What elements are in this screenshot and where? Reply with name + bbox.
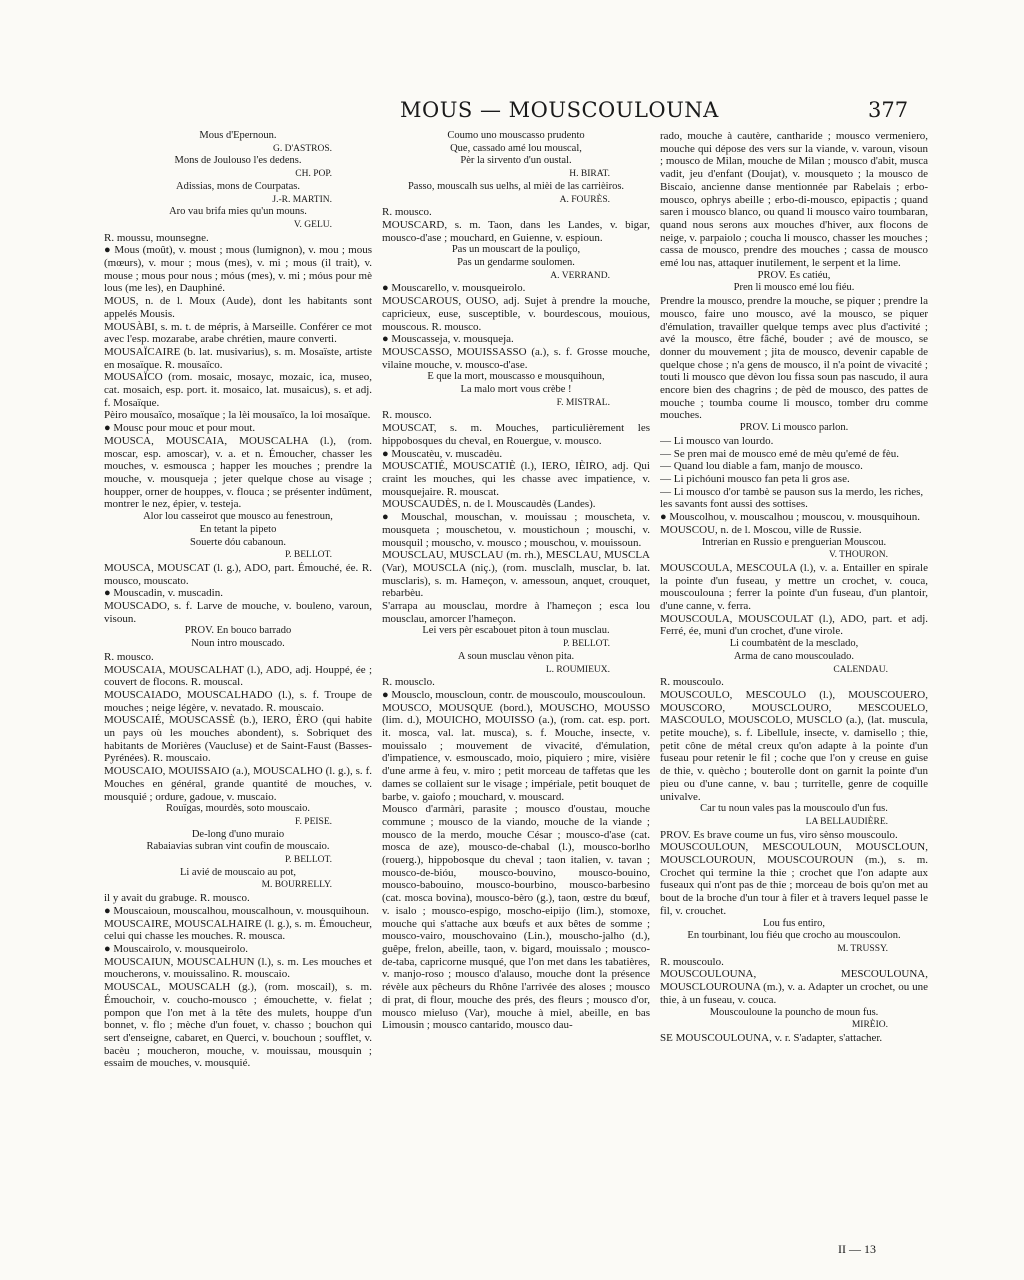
- dictionary-entry: MOUSAÏCO (rom. mosaic, mosayc, mozaic, ica, museo, cat. mosaich, esp. port. it. mosaico, lat. musaicus), s. et adj. f. Mosaïque.: [104, 371, 372, 409]
- quotation-line: Souerte dóu cabanoun.: [190, 536, 286, 548]
- quotation-line: Arma de cano mouscoulado.: [733, 650, 855, 662]
- dictionary-entry: R. mousco.: [382, 409, 432, 422]
- quote-attribution: L. ROUMIEUX.: [545, 664, 610, 675]
- quote-attribution: V. THOURON.: [828, 550, 888, 561]
- dictionary-entry: ● Mouschal, mouschan, v. mouissau ; mouscheta, v. mousqueta ; mouschetou, v. moustichoun ; mouschi, v. mousquil ; mouscho, v. mousco ; mouschou, v. mouissoun.: [382, 511, 650, 549]
- quote-attribution: MIRÈIO.: [851, 1020, 888, 1031]
- dictionary-entry: MOUSCOULOUN, MESCOULOUN, MOUSCLOUN, MOUSCLOUROUN, MOUSCOUROUN (m.), s. m. Crochet qui termine la thie ; crochet que l'on adapte aux fuseaux qui n'ont pas de thie ; morceau de bois qu'on met au bout de la broche d'un tour à filer et à travers lequel passe le fil, v. crouchet.: [660, 841, 928, 917]
- quotation-line: Noun intro mouscado.: [191, 638, 285, 650]
- quotation-line: PROV. Es catiéu,: [757, 269, 831, 281]
- dictionary-entry: ● Mousclo, mouscloun, contr. de mouscoulo, mouscouloun.: [382, 688, 646, 701]
- quotation-line: Pren li mousco emé lou fiéu.: [733, 282, 855, 294]
- dictionary-entry: MOUS, n. de l. Moux (Aude), dont les habitants sont appelés Mousis.: [104, 295, 372, 320]
- dictionary-entry: MOUSCAT, s. m. Mouches, particulièrement les hippobosques du cheval, en Rouergue, v. mousco.: [382, 422, 650, 447]
- dictionary-entry: ● Mouscairolo, v. mousqueirolo.: [104, 943, 249, 955]
- quotation-line: Que, cassado amé lou mouscal,: [450, 142, 582, 154]
- dictionary-entry: Pèiro mousaïco, mosaïque ; la lèi mousaïco, la loi mosaïque.: [104, 409, 371, 422]
- page-number: 377: [868, 98, 909, 122]
- quote-attribution: F. PEISE.: [295, 816, 332, 827]
- quotation-line: Li avié de mouscaio au pot,: [179, 866, 297, 878]
- dictionary-entry: ● Mouscasseja, v. mousqueja.: [382, 333, 514, 346]
- dictionary-entry: MOUSCADO, s. f. Larve de mouche, v. bouleno, varoun, visoun.: [104, 600, 372, 625]
- dictionary-entry: — Quand lou diable a fam, manjo de mousco.: [660, 460, 863, 473]
- quotation-line: Passo, mouscalh sus uelhs, al mièi de las carrièiros.: [407, 180, 625, 192]
- dictionary-entry: MOUSCLAU, MUSCLAU (m. rh.), MESCLAU, MUSCLA (Var), MOUSCLA (niç.), (rom. musclalh, musclar, b. lat. musclaris), s. m. Hameçon, v. amessoun, anquet, crouquet, rebarbèu.: [382, 549, 650, 600]
- dictionary-entry: MOUSÀBI, s. m. t. de mépris, à Marseille. Conférer ce mot avec l'esp. mozarabe, arabe chrétien, maure converti.: [104, 320, 372, 346]
- quote-attribution: J.-R. MARTIN.: [272, 194, 332, 205]
- dictionary-entry: Mousco d'armàri, parasite ; mousco d'oustau, mouche commune ; mousco de la viando, mouche de la viande ; mousco de la merdo, mouche César ; mousco-d'ase (cat. mosca de aze), mousco-de-chabal (l.), mousco-borlho (rouerg.), hippobosque du cheval ; taon italien, v. tavan ; mousco-de-bióu, mousco-bouvino, mousco-bouino, mousco-babouino, mousco-bourbino, mousco-barbesino (cat. mosca bovina), mousco-bèro (g.), taon, œstre du bœuf, v. isalo ; mousco-espigo, moscho-eipijo (lim.), stomoxe, mouche qui s'attache aux bœufs et aux bêtes de somme ; mousco-vairo, mouschovaino (Lin.), mouscho-jalho (d.), guêpe, frelon, abeille, taon, v. bigard, mouissalo ; mousco-de-taba, capricorne musqué, que l'on met dans les tabatières, v. manjo-roso ; mousco d'alauso, mouche dont la présence révèle aux pêcheurs du Rhône l'arrivée des aloses ; mousco di prat, di flour, mouche des prés, des fleurs ; mousco d'or, mousco mieluso (Var), mouche à miel, abeille, en bas Limousin ; mousco cantarido, mousco dau-: [382, 803, 650, 1032]
- dictionary-entry: MOUSCOULOUNA, MESCOULOUNA, MOUSCLOUROUNA (m.), v. a. Adapter un crochet, ou une thie, à un fuseau, v. couca.: [660, 968, 928, 1006]
- dictionary-entry: — Li pichóuni mousco fan peta li gros ase.: [660, 472, 850, 485]
- quotation-line: PROV. En bouco barrado: [184, 625, 292, 637]
- quotation-line: Pèr la sirvento d'un oustal.: [460, 155, 572, 167]
- quotation-line: En tourbinant, lou fiéu que crocho au mouscoulon.: [687, 930, 901, 942]
- quotation-line: De-long d'uno muraio: [191, 828, 285, 840]
- dictionary-entry: MOUSCAIA, MOUSCALHAT (l.), ADO, adj. Houppé, ée ; couvert de flocons. R. mouscal.: [104, 663, 372, 689]
- dictionary-entry: MOUSCAIÉ, MOUSCASSÈ (b.), IERO, ÈRO (qui habite un pays où les mouches abondent), s. Sobriquet des habitants de Morières (Vaucluse) et de Saint-Faust (Basses-Pyrénées). R. mouscaio.: [104, 714, 372, 765]
- dictionary-entry: MOUSCARD, s. m. Taon, dans les Landes, v. bigar, mousco-d'ase ; mouchard, en Guienne, v. espioun.: [382, 218, 650, 244]
- dictionary-entry: MOUSCATIÉ, MOUSCATIÈ (l.), IERO, IÈIRO, adj. Qui craint les mouches, qui les chasse avec impatience, v. mousquejaire. R. mouscat.: [382, 460, 650, 498]
- dictionary-entry: R. mousco.: [382, 206, 432, 219]
- dictionary-entry: S'arrapa au mousclau, mordre à l'hameçon ; esca lou mousclau, amorcer l'hameçon.: [382, 600, 650, 625]
- quote-attribution: A. VERRAND.: [550, 270, 610, 281]
- dictionary-entry: ● Mouscolhou, v. mouscalhou ; mouscou, v. mousquihoun.: [660, 511, 921, 524]
- dictionary-entry: ● Mousc pour mouc et pour mout.: [104, 422, 256, 435]
- quotation-line: Intrerian en Russio e prenguerian Mouscou.: [701, 536, 887, 548]
- quote-attribution: F. MISTRAL.: [556, 397, 610, 408]
- dictionary-entry: R. moussu, mounsegne.: [104, 231, 209, 244]
- dictionary-entry: — Se pren mai de mousco emé de mèu qu'emé de fèu.: [660, 447, 900, 460]
- dictionary-entry: MOUSCAIADO, MOUSCALHADO (l.), s. f. Troupe de mouches ; neige légère, v. nevatado. R. mouscaio.: [104, 688, 372, 714]
- dictionary-entry: il y avait du grabuge. R. mousco.: [104, 892, 250, 905]
- dictionary-entry: MOUSCAIRE, MOUSCALHAIRE (l. g.), s. m. Émoucheur, celui qui chasse les mouches. R. mousca.: [104, 917, 372, 943]
- dictionary-entry: MOUSCAUDÈS, n. de l. Mouscaudès (Landes).: [382, 498, 596, 511]
- quotation-line: Li coumbatènt de la mesclado,: [729, 638, 859, 650]
- quote-attribution: M. TRUSSY.: [837, 944, 888, 954]
- column-3: [660, 130, 928, 1240]
- quote-attribution: P. BELLOT.: [284, 550, 332, 561]
- quote-attribution: P. BELLOT.: [562, 639, 610, 650]
- dictionary-entry: MOUSCA, MOUSCAIA, MOUSCALHA (l.), (rom. moscar, esp. amoscar), v. a. et n. Émoucher, chasser les mouches, v. esmousca ; happer les mouches ; prendre la mouche, v. mousqueja ; jeter quelque chose au visage ; houpper, orner de houppes, v. flouca ; se présenter indûment, montrer le nez, épier, v. testeja.: [104, 434, 372, 511]
- quotation-line: Car tu noun vales pas la mouscoulo d'un fus.: [700, 803, 888, 815]
- quotation-line: Alor lou casseirot que mousco au fenestroun,: [143, 511, 333, 523]
- quote-attribution: G. D'ASTROS.: [273, 143, 332, 154]
- dictionary-entry: PROV. Es brave coume un fus, viro sènso mouscoulo.: [660, 828, 898, 841]
- quotation-line: Mons de Joulouso l'es dedens.: [174, 155, 302, 167]
- quote-attribution: V. GELU.: [293, 219, 332, 230]
- dictionary-entry: ● Mouscaioun, mouscalhou, mouscalhoun, v. mousquihoun.: [104, 904, 370, 917]
- dictionary-entry: MOUSCOULO, MESCOULO (l.), MOUSCOUERO, MOUSCORO, MOUSCLOURO, MESCOUELO, MASCOULO, MOUSCOLO, MUSCLO (a.), (lat. muscula, petite mouche), s. f. Libellule, insecte, v. damisello ; thie, petit cône de métal creux qu'on adapte à la pointe d'un fuseau pour retenir le fil ; coche que l'on y creuse en guise de thie, v. quècho ; bouterolle dont on garnit la pointe d'un pieu ou d'une canne, v. bau ; turritelle, genre de coquille univalve.: [660, 688, 928, 803]
- dictionary-entry: MOUSCOULA, MESCOULA (l.), v. a. Entailler en spirale la pointe d'un fuseau, y mettre un crochet, v. couca, mouscoulouna ; ferrer la pointe d'un fuseau, d'un plantoir, d'une canne, v. ferra.: [660, 561, 928, 613]
- quotation-line: A soun musclau vènon pita.: [457, 650, 575, 662]
- quotation-line: Rabaiavias subran vint coufin de mouscaio.: [146, 841, 330, 853]
- page-header: [0, 98, 1024, 128]
- quotation-line: Mouscouloune la pouncho de moun fus.: [709, 1006, 879, 1018]
- dictionary-entry: MOUSCA, MOUSCAT (l. g.), ADO, part. Émouché, ée. R. mousco, mouscato.: [104, 561, 372, 587]
- quotation-line: En tetant la pipeto: [199, 523, 277, 535]
- quotation-line: Lei vers pèr escabouet piton à toun musclau.: [422, 625, 610, 637]
- dictionary-entry: MOUSCOU, n. de l. Moscou, ville de Russie.: [660, 523, 862, 536]
- dictionary-entry: ● Mouscadin, v. muscadin.: [104, 587, 223, 600]
- quote-attribution: CH. POP.: [295, 169, 332, 180]
- dictionary-entry: — Li mousco d'or tambè se pauson sus la merdo, les riches, les savants font aussi des sottises.: [660, 485, 924, 511]
- quotation-line: Aro vau brifa mies qu'un mouns.: [169, 206, 307, 218]
- dictionary-entry: MOUSCO, MOUSQUE (bord.), MOUSCHO, MOUSSO (lim. d.), MOUICHO, MOUISSO (a.), (rom. cat. esp. port. it. mosca, val. lat. musca), s. f. Mouche, insecte, v. mouissalo ; mouvement de vivacité, d'émulation, d'impatience, v. esmouscado, moio, piquiero ; mire, visière d'une arme à feu, v. miro ; petit morceau de taffetas que les dames se collaient sur le visage ; impériale, petit bouquet de barbe, v. gaiofo ; mouchard, v. mouscard.: [382, 701, 650, 803]
- column-1: [104, 130, 372, 1240]
- running-title: MOUS — MOUSCOULOUNA: [400, 98, 719, 122]
- dictionary-entry: R. mouscoulo.: [660, 955, 724, 968]
- quotation-line: Pas un mouscart de la pouliço,: [451, 244, 581, 256]
- dictionary-entry: MOUSCAIO, MOUISSAIO (a.), MOUSCALHO (l. g.), s. f. Mouches en général, grande quantité de mouches, v. mousquié ; ordure, gadoue, v. muscaio.: [104, 765, 372, 803]
- dictionary-entry: R. mousclo.: [382, 676, 435, 689]
- dictionary-entry: ● Mous (moût), v. moust ; mous (lumignon), v. mou ; mous (mœurs), v. mour ; mous (mes), v. mi ; mous (il trait), v. mouse ; mous pour nous ; móus (mes), v. mi ; móus pour mè lous (me les), en Dauphiné.: [104, 244, 372, 295]
- dictionary-entry: MOUSCOULA, MOUSCOULAT (l.), ADO, part. et adj. Ferré, ée, muni d'un crochet, d'une virole.: [660, 612, 928, 638]
- quotation-line: E que la mort, mouscasso e mousquihoun,: [427, 371, 605, 383]
- quotation-line: Lou fus entiro,: [762, 917, 826, 929]
- dictionary-entry: R. mousco.: [104, 650, 154, 663]
- dictionary-entry: — Li mousco van lourdo.: [660, 434, 774, 447]
- quote-attribution: A. FOURÈS.: [559, 194, 610, 205]
- quote-attribution: P. BELLOT.: [284, 855, 332, 866]
- dictionary-entry: SE MOUSCOULOUNA, v. r. S'adapter, s'attacher.: [660, 1031, 883, 1044]
- quotation-line: La malo mort vous crèbe !: [460, 384, 572, 396]
- dictionary-entry: MOUSAÏCAIRE (b. lat. musivarius), s. m. Mosaïste, artiste en mosaïque. R. mousaïco.: [104, 345, 372, 371]
- dictionary-entry: MOUSCAROUS, OUSO, adj. Sujet à prendre la mouche, capricieux, euse, susceptible, v. bourdescous, mouious, mouscous. R. mousco.: [382, 295, 650, 333]
- signature-mark: II — 13: [838, 1242, 876, 1256]
- quotation-line: Rouïgas, mourdès, soto mouscaio.: [165, 803, 311, 815]
- quotation-line: Pas un gendarme soulomen.: [457, 257, 575, 269]
- column-2: [382, 130, 650, 1240]
- dictionary-entry: ● Mouscatèu, v. muscadèu.: [382, 447, 503, 460]
- quote-attribution: LA BELLAUDIÈRE.: [805, 816, 888, 827]
- dictionary-entry: ● Mouscarello, v. mousqueirolo.: [382, 282, 526, 295]
- dictionary-entry: R. mouscoulo.: [660, 676, 724, 689]
- quotation-line: Mous d'Epernoun.: [199, 130, 277, 141]
- dictionary-entry: MOUSCAIUN, MOUSCALHUN (l.), s. m. Les mouches et moucherons, v. mouissalino. R. mouscaio.: [104, 955, 372, 981]
- quotation-line: Coumo uno mouscasso prudento: [447, 130, 585, 141]
- quotation-line: Adissias, mons de Courpatas.: [176, 180, 300, 192]
- quote-attribution: M. BOURRELLY.: [261, 880, 332, 891]
- quote-attribution: H. BIRAT.: [569, 169, 610, 180]
- dictionary-entry: rado, mouche à cautère, cantharide ; mousco vermeniero, mouche qui dépose des vers sur la viande, v. varoun, visoun ; mousco de Milan, mouche de Milan ; mousco d'abit, musca vadit, jeu d'enfant (Doujat), v. mousqueto ; la mousco de Biscaio, ancienne danse mentionnée par Rabelais ; erbo-mousco, ophrys abeille ; erbo-di-mousco, epipactis ; quand saren i mousco blanco, ou quand li mousco vairo toumbaran, quand nous serons aux mouches d'hiver, aux flocons de neige, v. parpaiolo ; coucha li mousco, chasser les mouches ; cassa de mousco, prendre des mouches ; cassa de mousco emé lou nas, attaquer inutilement, le serpent et la lime.: [660, 130, 928, 270]
- quotation-line: PROV. Li mousco parlon.: [739, 422, 849, 434]
- dictionary-entry: Prendre la mousco, prendre la mouche, se piquer ; prendre la mousco, faire uno mousco, avé la mousco, se piquer d'émulation, travailler quelque temps avec plus d'activité ; avé la mousco, être fâché, bouder ; avé de mousco, se donner du mouvement ; jita de mousco, devenir capable de quelque chose ; n'a gens de mousco, il n'a point de vivacité ; touti li mousco que dèvon lou fissa soun pas nascudo, il aura encore bien des chagrins ; de pèd de mousco, des pattes de mouche ; toumba coume li mousco, tomber dru comme mouches.: [660, 295, 928, 422]
- quote-attribution: CALENDAU.: [833, 664, 888, 675]
- dictionary-entry: MOUSCAL, MOUSCALH (g.), (rom. moscail), s. m. Émouchoir, v. coucho-mousco ; émouchette, v. fielat ; pompon que l'on met à la tête des mulets, houppe d'un bonnet, v. flo ; mèche d'un fouet, v. chasso ; bouchon qui sert d'enseigne, cabaret, en Querci, v. bouchoun ; soufflet, v. bacèu ; moucheron, mouche, v. mouissau, mousquin ; essaim de mouches, v. mousquié.: [104, 981, 372, 1070]
- dictionary-entry: MOUSCASSO, MOUISSASSO (a.), s. f. Grosse mouche, vilaine mouche, v. mousco-d'ase.: [382, 345, 650, 371]
